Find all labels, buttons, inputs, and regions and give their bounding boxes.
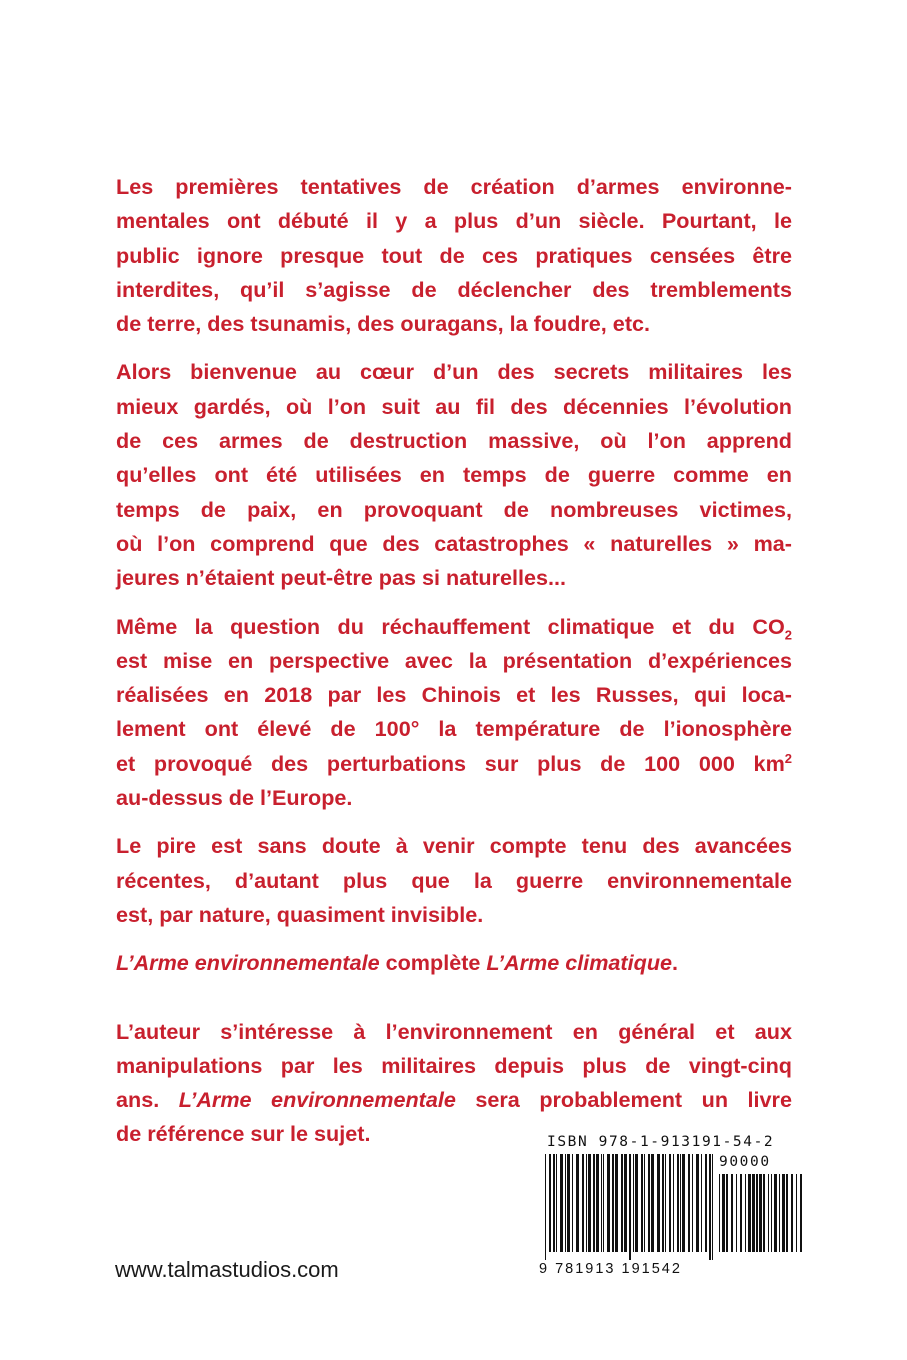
text-line (116, 610, 792, 644)
barcode-bar (705, 1154, 707, 1252)
barcode-bar (779, 1174, 780, 1252)
text-line: interdites, qu’il s’agisse de déclencher des tremblements (116, 276, 792, 302)
text-line (116, 946, 792, 980)
barcode-bar (603, 1154, 604, 1252)
barcode-bar (601, 1154, 602, 1252)
barcode-bar (696, 1154, 699, 1252)
isbn-label: ISBN 978-1-913191-54-2 (547, 1134, 775, 1150)
barcode-bars (545, 1154, 713, 1260)
barcode-bar (759, 1174, 762, 1252)
paragraph-companion (116, 946, 792, 980)
barcode-bar (669, 1154, 671, 1252)
back-cover-text (116, 170, 792, 1166)
barcode-bar (596, 1154, 599, 1252)
barcode-bar (565, 1154, 566, 1252)
barcode-bar (624, 1154, 627, 1252)
text-fragment: Même la question du réchauffement climatique et du CO (116, 613, 785, 639)
barcode-bar (752, 1174, 755, 1252)
barcode-bar (560, 1154, 563, 1252)
barcode-bar (763, 1174, 765, 1252)
barcode-bar (680, 1154, 681, 1252)
text-fragment: ans. (116, 1087, 179, 1113)
book-title: L’Arme environnementale (116, 950, 380, 976)
barcode-bar (719, 1174, 720, 1252)
paragraph-author (116, 1015, 792, 1152)
book-title: L’Arme environnementale (178, 1087, 456, 1113)
barcode-bar (756, 1174, 758, 1252)
paragraph-future (116, 829, 792, 932)
isbn-barcode (537, 1134, 807, 1284)
barcode-bar (800, 1174, 802, 1252)
text-line: mentales ont débuté il y a plus d’un siècle. Pourtant, le (116, 208, 792, 234)
text-line: lement ont élevé de 100° la température de l’ionosphère (116, 716, 792, 742)
barcode-bar (572, 1154, 573, 1252)
text-line: Les premières tentatives de création d’armes environne- (116, 174, 792, 199)
barcode-bar (593, 1154, 595, 1252)
addon-barcode-bars (719, 1174, 805, 1260)
text-line (116, 1083, 792, 1117)
text-line: où l’on comprend que des catastrophes « naturelles » ma- (116, 530, 792, 556)
barcode-bar (677, 1154, 679, 1252)
text-line: de ces armes de destruction massive, où l’on apprend (116, 428, 792, 454)
barcode-bar (545, 1154, 546, 1260)
paragraph-climate (116, 610, 792, 816)
barcode-bar (796, 1174, 797, 1252)
barcode-bar (692, 1154, 693, 1252)
barcode-bar (745, 1174, 746, 1252)
barcode-bar (771, 1174, 772, 1252)
barcode-bar (633, 1154, 634, 1252)
book-title: L’Arme climatique (486, 950, 673, 976)
text-line: réalisées en 2018 par les Chinois et les Russes, qui loca- (116, 682, 792, 708)
text-line: Alors bienvenue au cœur d’un des secrets militaires les (116, 359, 792, 385)
publisher-url: www.talmastudios.com (115, 1257, 339, 1282)
text-line: est mise en perspective avec la présentation d’expériences (116, 647, 792, 673)
text-line: public ignore presque tout de ces pratiques censées être (116, 242, 792, 268)
barcode-bar (621, 1154, 623, 1252)
barcode-bar (586, 1154, 587, 1252)
price-code: 90000 (719, 1154, 771, 1170)
barcode-bar (736, 1174, 737, 1252)
text-line: de terre, des tsunamis, des ouragans, la foudre, etc. (116, 311, 651, 337)
barcode-bar (786, 1174, 788, 1252)
text-line: L’auteur s’intéresse à l’environnement en général et aux (116, 1018, 792, 1044)
text-line: de référence sur le sujet. (116, 1121, 371, 1147)
barcode-bar (576, 1154, 579, 1252)
barcode-bar (662, 1154, 664, 1252)
paragraph-intro (116, 170, 792, 341)
superscript: 2 (784, 750, 792, 766)
barcode-bar (709, 1154, 711, 1260)
barcode-bar (635, 1154, 638, 1252)
text-line: est, par nature, quasiment invisible. (116, 901, 484, 927)
barcode-bar (549, 1154, 551, 1252)
barcode-bar (665, 1154, 666, 1252)
barcode-bar (722, 1174, 725, 1252)
barcode-bar (726, 1174, 728, 1252)
barcode-bar (768, 1174, 769, 1252)
barcode-bar (629, 1154, 631, 1260)
barcode-bar (748, 1174, 751, 1252)
barcode-bar (553, 1154, 555, 1252)
barcode-bar (712, 1154, 713, 1260)
text-line: Le pire est sans doute à venir compte tenu des avancées (116, 833, 792, 859)
barcode-bar (701, 1154, 702, 1252)
text-line (116, 747, 792, 781)
barcode-bar (782, 1174, 785, 1252)
text-line: jeures n’étaient peut-être pas si naturelles... (116, 565, 567, 591)
text-line: au-dessus de l’Europe. (116, 785, 353, 811)
barcode-bar (612, 1154, 614, 1252)
barcode-bar (673, 1154, 674, 1252)
barcode-bar (740, 1174, 742, 1252)
barcode-bar (615, 1154, 618, 1252)
barcode-bar (731, 1174, 733, 1252)
barcode-bar (556, 1154, 557, 1252)
barcode-bar (641, 1154, 643, 1252)
text-line: récentes, d’autant plus que la guerre environnementale (116, 867, 792, 893)
text-fragment: . (672, 950, 679, 976)
barcode-bar (648, 1154, 650, 1252)
text-line: qu’elles ont été utilisées en temps de guerre comme en (116, 462, 792, 488)
text-fragment: complète (379, 950, 487, 976)
subscript: 2 (784, 626, 792, 642)
text-fragment: sera probablement un livre (455, 1087, 792, 1113)
paragraph-secrets (116, 355, 792, 595)
text-line: temps de paix, en provoquant de nombreuses victimes, (116, 496, 792, 522)
barcode-bar (567, 1154, 570, 1252)
text-line: mieux gardés, où l’on suit au fil des décennies l’évolution (116, 393, 792, 419)
text-fragment: et provoqué des perturbations sur plus de 100 000 km (116, 750, 785, 776)
barcode-bar (791, 1174, 793, 1252)
barcode-bar (657, 1154, 660, 1252)
barcode-bar (644, 1154, 645, 1252)
barcode-bar (651, 1154, 654, 1252)
barcode-bar (582, 1154, 584, 1252)
barcode-bar (607, 1154, 610, 1252)
barcode-bar (688, 1154, 690, 1252)
barcode-bar (588, 1154, 591, 1252)
ean-digits: 9 781913 191542 (539, 1261, 682, 1277)
barcode-bar (774, 1174, 777, 1252)
text-line: manipulations par les militaires depuis plus de vingt-cinq (116, 1052, 792, 1078)
barcode-bar (682, 1154, 685, 1252)
